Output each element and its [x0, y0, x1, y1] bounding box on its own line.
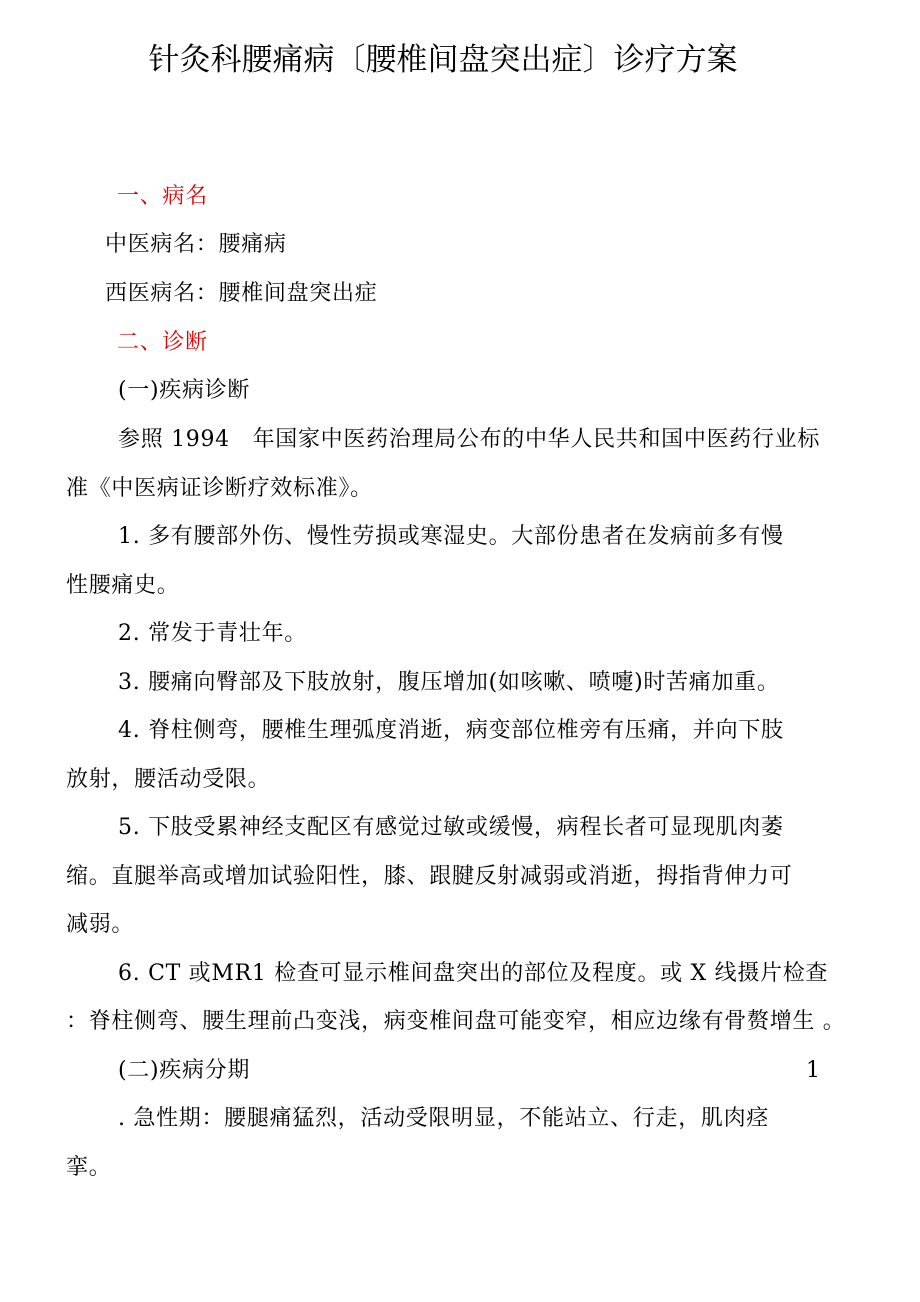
- section-heading-diagnosis: 二、诊断: [117, 330, 208, 355]
- list-item-6: 6. CT 或MR1 检查可显示椎间盘突出的部位及程度。或 X 线摄片检查: [118, 961, 829, 986]
- subheading-disease-staging: (二)疾病分期: [118, 1058, 251, 1083]
- list-item-6-cont: ：脊柱侧弯、腰生理前凸变浅，病变椎间盘可能变窄，相应边缘有骨赘增生 。: [66, 1009, 846, 1034]
- stage-acute-cont: 挛。: [66, 1155, 112, 1180]
- list-item-2: 2. 常发于青壮年。: [118, 621, 307, 646]
- list-item-4: 4. 脊柱侧弯，腰椎生理弧度消逝，病变部位椎旁有压痛，并向下肢: [118, 718, 784, 743]
- document-title: 针灸科腰痛病〔腰椎间盘突出症〕诊疗方案: [148, 42, 738, 78]
- list-item-5-cont: 减弱。: [66, 912, 135, 937]
- list-item-1-cont: 性腰痛史。: [66, 573, 180, 598]
- paragraph-line: 准《中医病证诊断疗效标准》。: [66, 476, 373, 501]
- list-item-4-cont: 放射，腰活动受限。: [66, 767, 271, 792]
- list-item-1: 1. 多有腰部外伤、慢性劳损或寒湿史。大部份患者在发病前多有慢: [118, 524, 784, 549]
- subheading-disease-diagnosis: (一)疾病诊断: [118, 378, 251, 403]
- page-number: 1: [806, 1058, 820, 1083]
- list-item-3: 3. 腰痛向臀部及下肢放射，腹压增加(如咳嗽、喷嚏)时苦痛加重。: [118, 670, 780, 695]
- list-item-5: 5. 下肢受累神经支配区有感觉过敏或缓慢，病程长者可显现肌肉萎: [118, 815, 784, 840]
- tcm-disease-name: 中医病名：腰痛病: [105, 232, 287, 257]
- western-disease-name: 西医病名：腰椎间盘突出症: [105, 281, 378, 306]
- section-heading-disease-name: 一、病名: [117, 184, 208, 209]
- stage-acute: . 急性期：腰腿痛猛烈，活动受限明显，不能站立、行走，肌肉痉: [118, 1106, 769, 1131]
- paragraph-line: 参照 1994 年国家中医药治理局公布的中华人民共和国中医药行业标: [118, 427, 821, 452]
- list-item-5-cont: 缩。直腿举高或增加试验阳性，膝、跟腱反射减弱或消逝，拇指背伸力可: [66, 864, 793, 889]
